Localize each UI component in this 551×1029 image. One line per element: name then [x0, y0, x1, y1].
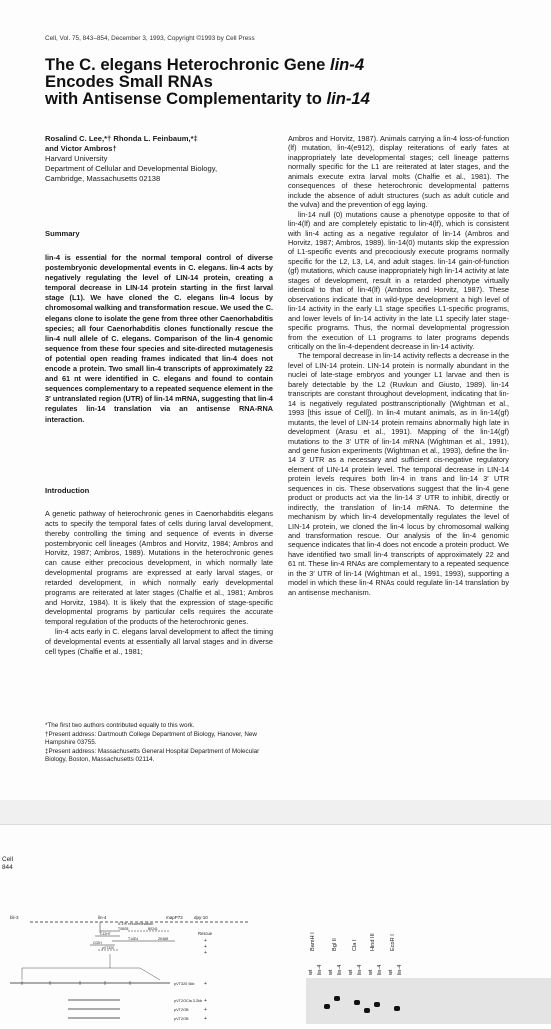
gene-label-bli3: bli-3 — [10, 915, 19, 920]
blot-band — [354, 1000, 360, 1005]
institution: Harvard University — [45, 154, 108, 163]
lane-label: lin-4 — [317, 964, 323, 975]
address: Cambridge, Massachusetts 02138 — [45, 174, 161, 183]
lane-label: lin-4 — [397, 964, 403, 975]
department: Department of Cellular and Developmental Biology, — [45, 164, 218, 173]
cosmid-label-7: pVT320 — [102, 946, 114, 950]
rescue-mark-2: + — [204, 944, 207, 950]
blot-band — [374, 1002, 380, 1007]
genetic-map-figure — [0, 908, 300, 1024]
rescue-mark-6: + — [204, 1007, 207, 1013]
rescue-mark-1: + — [204, 938, 207, 944]
cosmid-label-6: T14E4 — [128, 937, 138, 941]
right-paragraph-2: lin-14 null (0) mutations cause a phenotype opposite to that of lin-4(lf) and are completely epistatic to lin-4(lf), which is consistent with lin-4 acting as a negative regulator of lin-14 (Ambros and Horvitz, 1987; Ambros, 1989). lin-14(0) mutants skip the expression of L1-specific events and precociously execute programs normally specific for the L2, L3, L4, and adult stages. lin-14 gain-of-function (gf) mutations, which cause inappropriately high lin-14 activity at late stages of development, result in a retarded phenotype virtually identical to that of lin-4(lf) (Ambros and Horvitz, 1987). These observations indicate that in wild-type development a high level of lin-14 activity in the early L1 stage specifies L1-specific programs, and lower levels of lin-14 activity in the late L1 specify later stage-specific programs. Thus, the normal developmental progression from the execution of L1 programs to later programs depends critically on the lin-4-dependent decrease in lin-14 activity. — [288, 209, 509, 351]
cosmid-label-3: C02H — [93, 941, 102, 945]
summary-text: lin-4 is essential for the normal temporal control of diverse postembryonic developmental events in C. elegans. lin-4 acts by negatively regulating the level of LIN-14 protein, creating a temporal decrease in LIN-14 protein starting in the first larval stage (L1). We have cloned the C. elegans lin-4 locus by chromosomal walking and transformation rescue. We used the C. elegans clone to isolate the gene from three other Caenorhabditis species; all four Caenorhabditis clones functionally rescue the lin-4 null allele of C. elegans. Comparison of the lin-4 genomic sequence from these four species and site-directed mutagenesis of potential open reading frames indicated that lin-4 does not encode a protein. Two small lin-4 transcripts of approximately 22 and 61 nt were identified in C. elegans and found to contain sequences complementary to a repeated sequence element in the 3′ untranslated region (UTR) of lin-14 mRNA, suggesting that lin-4 regulates lin-14 translation via an antisense RNA-RNA interaction. — [45, 253, 273, 424]
footnotes — [45, 722, 273, 765]
lane-label: wt — [328, 969, 334, 975]
enzyme-label-bamhi: BamH I — [310, 932, 316, 951]
plasmid-label-2: pVT2OCla 3.2kb — [174, 999, 203, 1003]
author-names-line-1: Rosalind C. Lee,*† Rhonda L. Feinbaum,*‡ — [45, 134, 198, 143]
lane-label: lin-4 — [337, 964, 343, 975]
intro-paragraph-1: A genetic pathway of heterochronic genes in Caenorhabditis elegans acts to specify the temporal fates of cells during larval development, thereby controlling the timing and sequence of events in diverse postembryonic cell lineages (Ambros and Horvitz, 1984; Ambros and Horvitz, 1987; Ambros, 1989). Mutations in the heterochronic genes can cause either precocious development, in which normally late developmental programs are expressed at early larval stages, or retarded development, in which normally early developmental programs are reiterated at later stages (Chalfie et al., 1981; Ambros and Horvitz, 1984). It is likely that the expression of stage-specific developmental programs by particular cells requires the accurate temporal regulation of the products of the heterochronic genes. — [45, 509, 273, 627]
footnote-3: ‡Present address: Massachusetts General Hospital Department of Molecular Biology, Boston, Massachusetts 02114. — [45, 747, 260, 764]
page-separator — [0, 800, 551, 825]
summary-heading: Summary — [45, 229, 80, 238]
cosmid-label-4: C12H7 — [100, 932, 111, 936]
blot-band — [334, 996, 340, 1001]
title-line-2: Encodes Small RNAs — [45, 72, 213, 91]
lane-label: wt — [388, 969, 394, 975]
right-paragraph-1: Ambros and Horvitz, 1987). Animals carrying a lin-4 loss-of-function (lf) mutation, lin-4(e912), display reiterations of early fates at inappropriately late developmental stages; cell lineage patterns normally specific for the L1 are reiterated at later stages, and the animals execute extra larval molts (Chalfie et al., 1981). The consequences of these heterochronic developmental patterns include the absence of adult structures (such as adult cuticle and the vulva) and the prevention of egg laying. — [288, 134, 509, 210]
rescue-mark-3: + — [204, 950, 207, 956]
next-page-running-head — [2, 856, 13, 872]
author-names-line-2: and Victor Ambros† — [45, 144, 117, 153]
rescue-mark-7: + — [204, 1016, 207, 1022]
enzyme-label-clai: Cla I — [352, 939, 358, 951]
intro-paragraph-2: lin-4 acts early in C. elegans larval development to affect the timing of developmental events at essentially all larval stages and in diverse cell types (Chalfie et al., 1981; — [45, 627, 273, 656]
gene-label-dpy10: dpy-10 — [194, 915, 208, 920]
plasmid-label-1: pVT320 5kb — [174, 982, 195, 986]
gene-label-lin4: lin-4 — [98, 915, 107, 920]
lane-label: wt — [348, 969, 354, 975]
introduction-heading: Introduction — [45, 486, 90, 495]
cosmid-label-2: B0241 — [148, 927, 158, 931]
right-column-text — [288, 134, 509, 597]
lane-label: lin-4 — [357, 964, 363, 975]
right-paragraph-3: The temporal decrease in lin-14 activity reflects a decrease in the level of LIN-14 protein. LIN-14 protein is normally abundant in the nuclei of late-stage embryos and younger L1 larvae and then is barely detectable by the L2 (Ruvkun and Giusto, 1989). lin-14 transcripts are constant throughout development, indicating that lin-14 is negatively regulated posttranscriptionally (Wightman et al., 1993 [this issue of Cell]). In lin-4 mutant animals, as in lin-14(gf) mutants, the level of LIN-14 protein remains abnormally high late in development (Arasu et al., 1991). Mapping of the lin-14(gf) mutations to the 3′ UTR of lin-14 mRNA (Wightman et al., 1991), and gene fusion experiments (Wightman et al., 1993), define the lin-14 3′ UTR as a necessary and sufficient cis-negative regulatory element of LIN-14 protein level. The temporal decrease in LIN-14 protein levels requires both lin-4 in trans and lin-14 3′ UTR sequences in cis. These observations suggest that the lin-4 gene product or products act via the lin-14 3′ UTR to inhibit, directly or indirectly, the translation of lin-14 mRNA. To determine the mechanism by which lin-4 developmentally regulates the level of LIN-14 protein, we cloned the lin-4 locus by chromosomal walking and transformation rescue. Our analysis of the lin-4 genomic sequence indicates that lin-4 does not encode a protein product. We have identified two small lin-4 transcripts of approximately 22 and 61 nt. These lin-4 RNAs are complementary to a repeated sequence in the 3′ UTR of lin-14 (Wightman et al., 1991, 1993), supporting a model in which these lin-4 RNAs could regulate lin-14 translation by an antisense mechanism. — [288, 351, 509, 597]
southern-blot-labels — [306, 915, 551, 975]
title-line-1: The C. elegans Heterochronic Gene lin-4 — [45, 55, 365, 74]
journal-name: Cell — [2, 856, 14, 863]
lane-label: wt — [308, 969, 314, 975]
title-line-3: with Antisense Complementarity to lin-14 — [45, 89, 370, 108]
page-number: 844 — [2, 864, 13, 871]
gene-label-mapP: mapP72 — [166, 915, 183, 920]
enzyme-label-bglii: Bgl II — [332, 938, 338, 951]
author-block — [45, 134, 275, 184]
journal-citation: Cell, Vol. 75, 843–854, December 3, 1993, Copyright ©1993 by Cell Press — [45, 35, 255, 42]
footnote-2: †Present address: Dartmouth College Department of Biology, Hanover, New Hampshire 03755. — [45, 730, 257, 747]
cosmid-label-5: ZK468 — [158, 937, 168, 941]
recombination-label: 0.1% recombination — [118, 921, 154, 926]
plasmid-label-4: pVT2OB — [174, 1017, 189, 1021]
rescue-mark-4: + — [204, 981, 207, 987]
rescue-header: Rescue — [198, 931, 213, 936]
cosmid-label-1: T08G8 — [118, 927, 129, 931]
plasmid-label-3: pVT2OB — [174, 1008, 189, 1012]
lane-label: lin-4 — [377, 964, 383, 975]
blot-band — [324, 1004, 330, 1009]
blot-band — [364, 1008, 370, 1013]
lane-label: wt — [368, 969, 374, 975]
rescue-mark-5: + — [204, 998, 207, 1004]
enzyme-label-hindiii: Hind III — [370, 933, 376, 951]
footnote-1: *The first two authors contributed equally to this work. — [45, 722, 195, 729]
introduction-text — [45, 509, 273, 657]
blot-band — [394, 1006, 400, 1011]
article-title — [45, 56, 515, 107]
southern-blot-image — [306, 978, 551, 1024]
enzyme-label-ecori: EcoR I — [390, 934, 396, 951]
